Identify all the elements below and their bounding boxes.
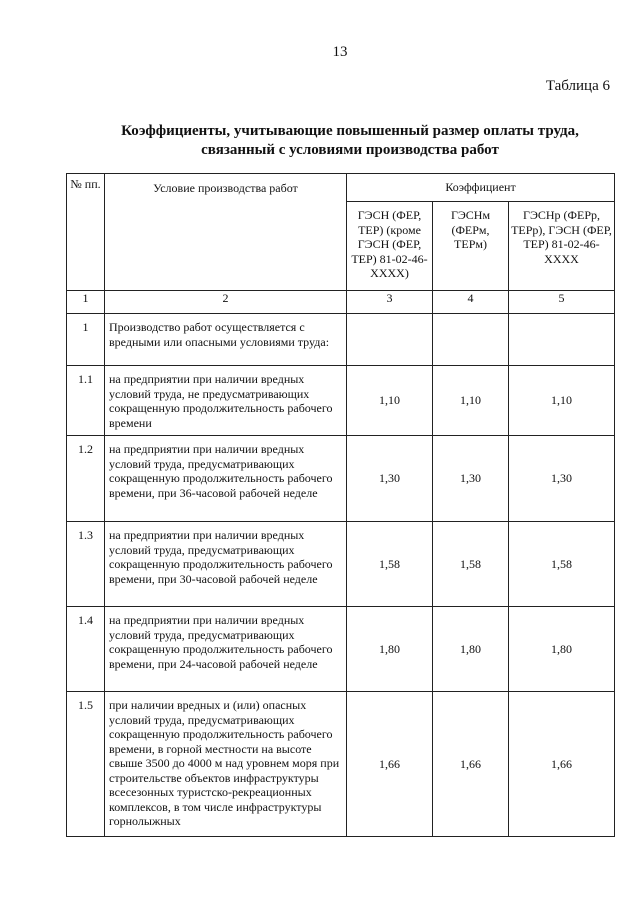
column-index-row	[67, 291, 615, 314]
row-value-col-5: 1,66	[509, 692, 615, 837]
table-row	[67, 314, 615, 366]
row-value-col-5	[509, 314, 615, 366]
row-value-col-5: 1,80	[509, 607, 615, 692]
row-value-col-4: 1,58	[433, 522, 509, 607]
row-value-col-3: 1,80	[347, 607, 433, 692]
row-value-col-3: 1,30	[347, 436, 433, 522]
table-row	[67, 436, 615, 522]
column-index: 2	[105, 291, 347, 314]
row-condition: при наличии вредных и (или) опасных условий труда, предусматривающих сокращенную продолжительность рабочего времени, в горной местности на высоте свыше 3500 до 4000 м над уровнем моря при строительстве объектов инфраструктуры всесезонных туристско-рекреационных комплексов, в том числе инфраструктуры горнолыжных	[105, 692, 347, 837]
row-value-col-3: 1,10	[347, 366, 433, 436]
title-line-2: связанный с условиями производства работ	[201, 142, 499, 158]
coefficients-table	[66, 173, 615, 837]
row-value-col-3: 1,58	[347, 522, 433, 607]
header-coefficient: Коэффициент	[347, 174, 615, 202]
header-num: № пп.	[67, 174, 105, 291]
title-line-1: Коэффициенты, учитывающие повышенный размер оплаты труда,	[121, 123, 579, 139]
row-condition: на предприятии при наличии вредных условий труда, не предусматривающих сокращенную продолжительность рабочего времени	[105, 366, 347, 436]
row-number: 1.2	[67, 436, 105, 522]
row-value-col-3: 1,66	[347, 692, 433, 837]
table-row	[67, 522, 615, 607]
column-index: 5	[509, 291, 615, 314]
row-number: 1.1	[67, 366, 105, 436]
row-value-col-4: 1,30	[433, 436, 509, 522]
row-number: 1.3	[67, 522, 105, 607]
document-title	[60, 122, 640, 160]
row-number: 1	[67, 314, 105, 366]
row-value-col-4	[433, 314, 509, 366]
row-number: 1.4	[67, 607, 105, 692]
table-row	[67, 607, 615, 692]
row-number: 1.5	[67, 692, 105, 837]
header-col-3: ГЭСН (ФЕР, ТЕР) (кроме ГЭСН (ФЕР, ТЕР) 81-02-46-ХХХХ)	[347, 202, 433, 291]
row-value-col-4: 1,10	[433, 366, 509, 436]
row-value-col-5: 1,58	[509, 522, 615, 607]
row-value-col-5: 1,30	[509, 436, 615, 522]
table-row	[67, 692, 615, 837]
table-row	[67, 366, 615, 436]
row-value-col-5: 1,10	[509, 366, 615, 436]
table-label: Таблица 6	[545, 78, 610, 94]
header-row	[67, 174, 615, 202]
row-condition: на предприятии при наличии вредных условий труда, предусматривающих сокращенную продолжительность рабочего времени, при 36-часовой рабочей неделе	[105, 436, 347, 522]
row-condition: на предприятии при наличии вредных условий труда, предусматривающих сокращенную продолжительность рабочего времени, при 24-часовой рабочей неделе	[105, 607, 347, 692]
header-col-5: ГЭСНр (ФЕРр, ТЕРр), ГЭСН (ФЕР, ТЕР) 81-02-46-ХХХХ	[509, 202, 615, 291]
row-condition: на предприятии при наличии вредных условий труда, предусматривающих сокращенную продолжительность рабочего времени, при 30-часовой рабочей неделе	[105, 522, 347, 607]
header-col-4: ГЭСНм (ФЕРм, ТЕРм)	[433, 202, 509, 291]
row-condition: Производство работ осуществляется с вредными или опасными условиями труда:	[105, 314, 347, 366]
row-value-col-4: 1,66	[433, 692, 509, 837]
row-value-col-3	[347, 314, 433, 366]
row-value-col-4: 1,80	[433, 607, 509, 692]
column-index: 3	[347, 291, 433, 314]
header-condition: Условие производства работ	[105, 174, 347, 291]
column-index: 4	[433, 291, 509, 314]
page-number: 13	[332, 44, 348, 60]
column-index: 1	[67, 291, 105, 314]
